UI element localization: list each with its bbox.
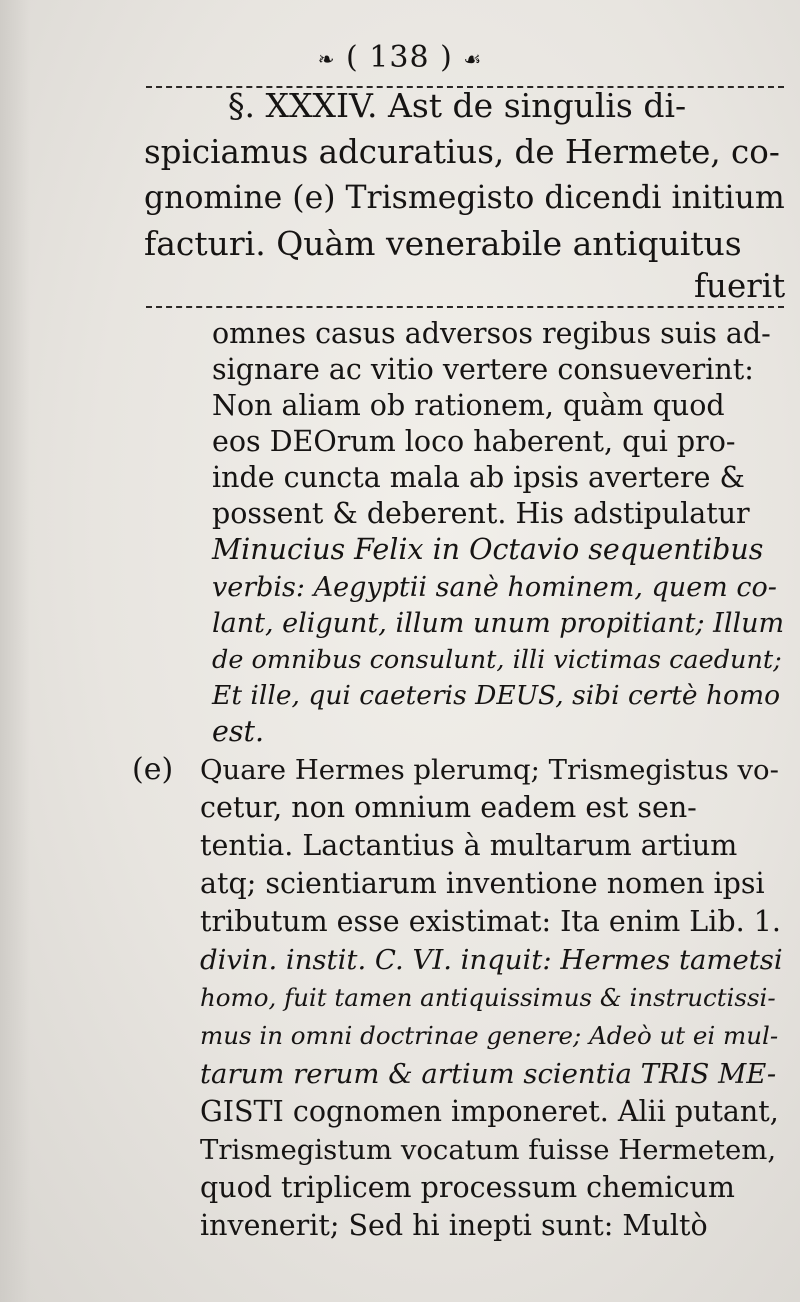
- ornament-left-icon: ❧: [317, 47, 336, 71]
- text-line: tributum esse existimat: Ita enim Lib. 1.: [200, 905, 781, 938]
- text-line: quod triplicem processum chemicum: [200, 1171, 735, 1204]
- text-line: est.: [212, 715, 265, 748]
- text-line: GISTI cognomen imponeret. Alii putant,: [200, 1095, 779, 1128]
- text-line: Et ille, qui caeteris DEUS, sibi certè homo: [212, 680, 781, 711]
- text-line: Quare Hermes plerumq; Trismegistus vo-: [200, 754, 779, 786]
- text-line: mus in omni doctrinae genere; Adeò ut ei mul-: [200, 1021, 779, 1050]
- text-line: tarum rerum & artium scientia TRIS ME-: [200, 1058, 777, 1090]
- text-line: signare ac vitio vertere consueverint:: [212, 353, 754, 386]
- text-line: spiciamus adcuratius, de Hermete, co-: [144, 133, 780, 171]
- text-line: possent & deberent. His adstipulatur: [212, 497, 750, 530]
- running-header: [0, 40, 800, 75]
- catchword: fuerit: [694, 267, 786, 305]
- text-line: facturi. Quàm venerabile antiquitus: [144, 224, 742, 263]
- text-line: inde cuncta mala ab ipsis avertere &: [212, 461, 745, 494]
- text-line: invenerit; Sed hi inepti sunt: Multò: [200, 1209, 708, 1242]
- footnote-rule: [146, 306, 784, 308]
- text-line: tentia. Lactantius à multarum artium: [200, 829, 738, 862]
- footnote-marker: (e): [132, 752, 174, 787]
- text-line: lant, eligunt, illum unum propitiant; Illum: [212, 608, 785, 639]
- text-line: Non aliam ob rationem, quàm quod: [212, 389, 725, 422]
- text-line: cetur, non omnium eadem est sen-: [200, 791, 697, 824]
- text-line: eos DEOrum loco haberent, qui pro-: [212, 425, 736, 458]
- text-line: divin. instit. C. VI. inquit: Hermes tametsi: [200, 944, 783, 976]
- text-line: homo, fuit tamen antiquissimus & instructissi-: [200, 983, 776, 1012]
- text-line: omnes casus adversos regibus suis ad-: [212, 317, 771, 350]
- ornament-right-icon: ☙: [463, 47, 483, 71]
- text-line: verbis: Aegyptii sanè hominem, quem co-: [212, 572, 777, 603]
- page-gutter-shadow: [0, 0, 30, 1302]
- page-number: ( 138 ): [346, 40, 453, 75]
- text-line: Minucius Felix in Octavio sequentibus: [212, 533, 764, 566]
- text-line: §. XXXIV. Ast de singulis di-: [228, 86, 687, 125]
- text-line: atq; scientiarum inventione nomen ipsi: [200, 867, 765, 900]
- text-line: Trismegistum vocatum fuisse Hermetem,: [200, 1134, 777, 1166]
- text-line: gnomine (e) Trismegisto dicendi initium: [144, 180, 785, 216]
- text-line: de omnibus consulunt, illi victimas caedunt;: [212, 645, 782, 675]
